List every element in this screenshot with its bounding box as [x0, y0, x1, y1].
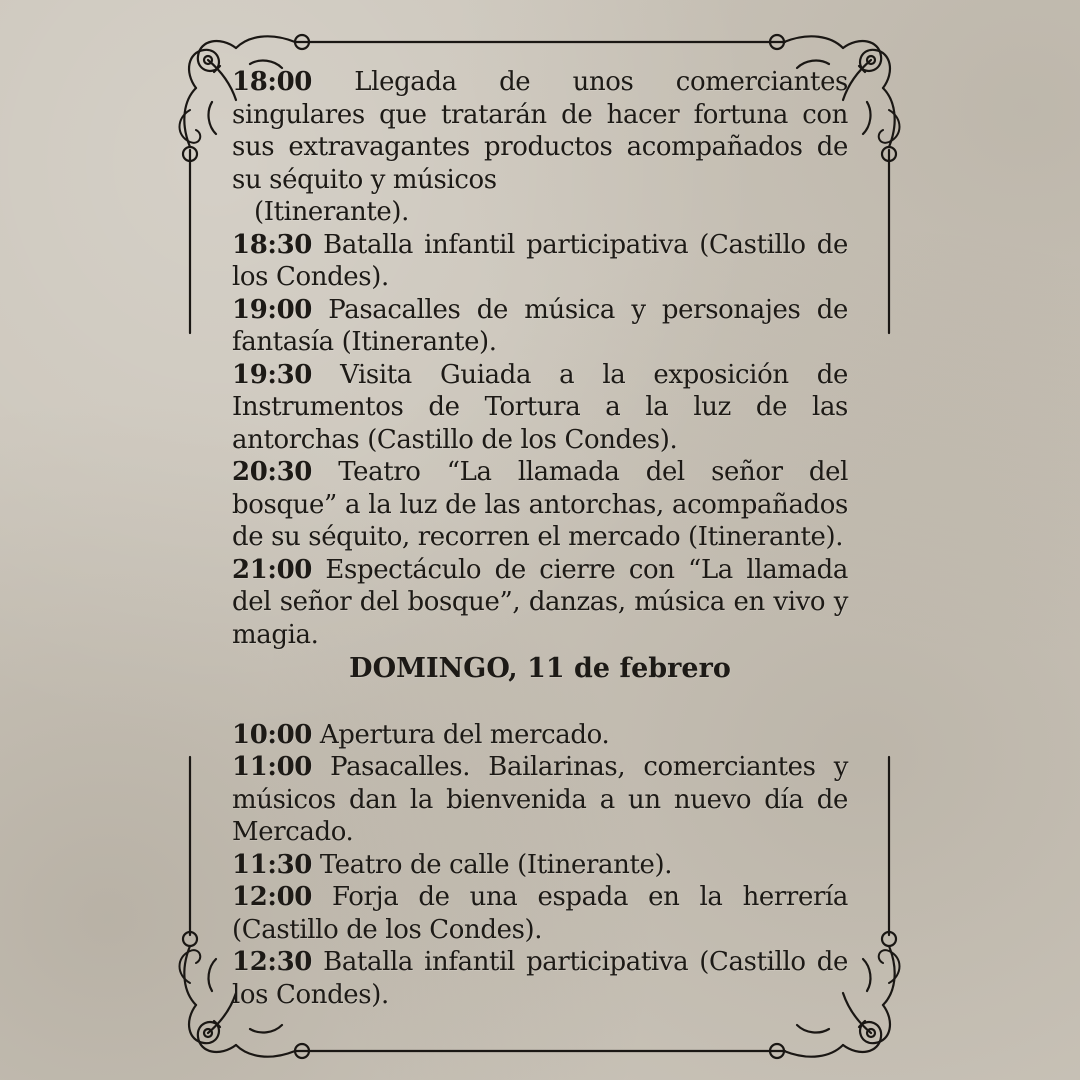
schedule-entry [232, 719, 848, 752]
entry-time: 21:00 [232, 554, 312, 585]
entry-text: Teatro de calle (Itinerante). [319, 849, 673, 880]
schedule-entry [232, 554, 848, 652]
entry-time: 11:30 [232, 849, 312, 880]
schedule-entry [232, 294, 848, 359]
entry-time: 18:30 [232, 229, 312, 260]
entry-text: Pasacalles de música y personajes de fantasía (Itinerante). [232, 294, 848, 357]
entry-text: Espectáculo de cierre con “La llamada del señor del bosque”, danzas, música en vivo y magia. [232, 554, 848, 650]
schedule-entry [232, 881, 848, 946]
schedule-entry [232, 849, 848, 882]
entry-text: Visita Guiada a la exposición de Instrumentos de Tortura a la luz de las antorchas (Castillo de los Condes). [232, 359, 848, 455]
entry-time: 20:30 [232, 457, 312, 487]
entry-text: Llegada de unos comerciantes singulares que tratarán de hacer fortuna con sus extravagantes productos acompañados de su séquito y músicos [232, 67, 848, 195]
entry-text: Forja de una espada en la herrería (Castillo de los Condes). [232, 882, 848, 945]
entry-text: Batalla infantil participativa (Castillo de los Condes). [232, 229, 848, 292]
entry-text: Pasacalles. Bailarinas, comerciantes y músicos dan la bienvenida a un nuevo día de Mercado. [232, 752, 848, 847]
schedule-entry [232, 66, 848, 196]
entry-time: 18:00 [232, 67, 312, 97]
schedule-entry [232, 229, 848, 294]
schedule-entry [232, 196, 848, 229]
schedule-entry [232, 751, 848, 849]
entry-text: Apertura del mercado. [319, 719, 610, 750]
entry-time: 19:00 [232, 294, 312, 325]
schedule-entry [232, 456, 848, 554]
entry-text: Teatro “La llamada del señor del bosque” a la luz de las antorchas, acompañados de su séquito, recorren el mercado (Itinerante). [232, 457, 848, 552]
entry-text: Batalla infantil participativa (Castillo de los Condes). [232, 947, 848, 1010]
entry-time: 19:30 [232, 359, 312, 390]
entry-text: (Itinerante). [254, 197, 410, 227]
day-heading: DOMINGO, 11 de febrero [349, 653, 731, 684]
entry-time: 12:00 [232, 882, 312, 912]
schedule-entry [232, 946, 848, 1011]
entry-time: 11:00 [232, 752, 312, 782]
program-text [232, 66, 848, 1011]
entry-time: 12:30 [232, 947, 312, 977]
entry-time: 10:00 [232, 719, 312, 750]
schedule-entry [232, 359, 848, 457]
